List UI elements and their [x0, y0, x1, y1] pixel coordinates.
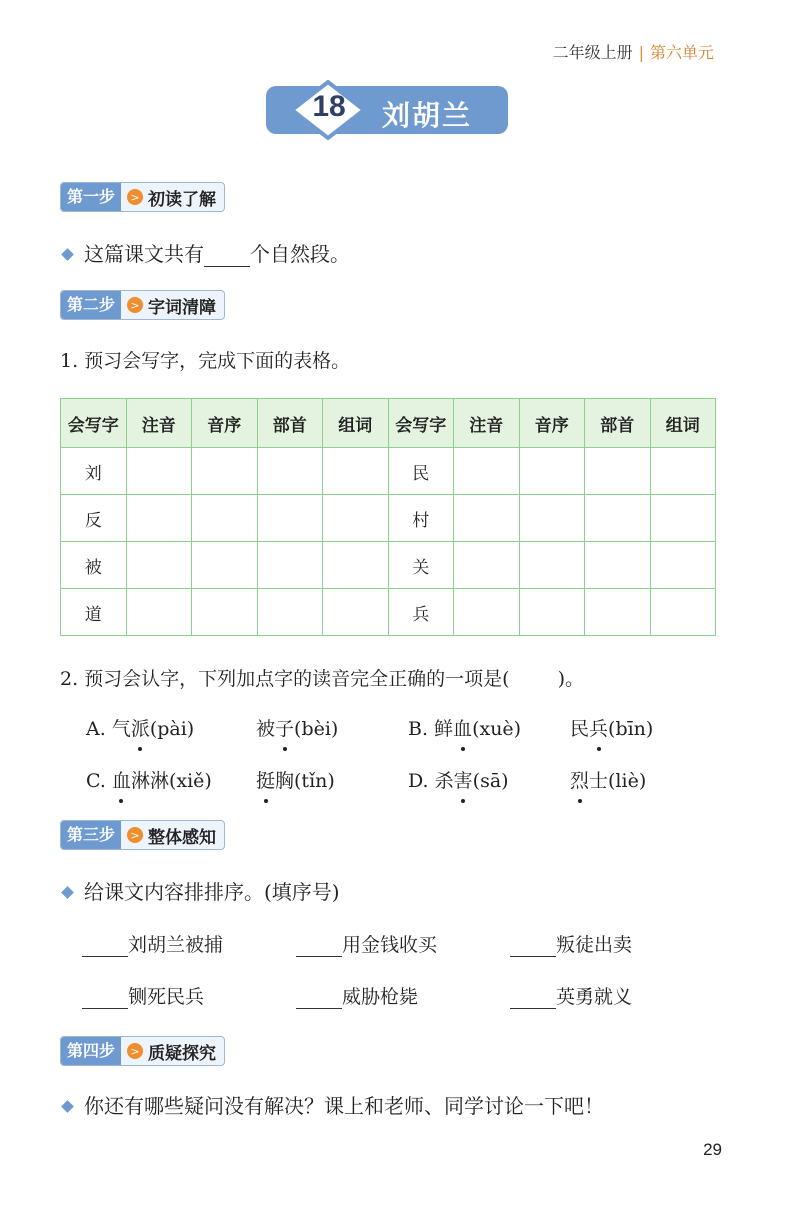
header-cell: 注音	[126, 399, 192, 448]
order-blank[interactable]	[296, 956, 342, 957]
option-c2: 挺胸(tǐn)	[256, 766, 335, 793]
sequence-item: 刘胡兰被捕	[82, 930, 223, 957]
answer-cell[interactable]	[519, 589, 585, 636]
table-row	[61, 589, 716, 636]
order-blank[interactable]	[82, 1008, 128, 1009]
answer-blank[interactable]	[204, 266, 250, 267]
header-cell: 部首	[585, 399, 651, 448]
answer-cell[interactable]	[126, 495, 192, 542]
step-2-tag	[60, 290, 225, 320]
answer-cell[interactable]	[519, 448, 585, 495]
answer-cell[interactable]	[257, 448, 323, 495]
header-cell: 注音	[454, 399, 520, 448]
step-label: 第四步	[61, 1037, 121, 1065]
page-number: 29	[703, 1140, 722, 1159]
header-cell: 部首	[257, 399, 323, 448]
answer-cell[interactable]	[519, 495, 585, 542]
table-header-row	[61, 399, 716, 448]
sequence-item: 英勇就义	[510, 982, 632, 1009]
step-label: 第二步	[61, 291, 121, 319]
character-table	[60, 398, 716, 636]
step-name: 字词清障	[148, 297, 217, 318]
step-name: 初读了解	[148, 189, 217, 210]
answer-cell[interactable]	[192, 495, 258, 542]
char-cell: 关	[388, 542, 454, 589]
header-cell: 音序	[192, 399, 258, 448]
answer-cell[interactable]	[192, 589, 258, 636]
unit-label: 第六单元	[649, 43, 714, 62]
char-cell: 被	[61, 542, 127, 589]
char-cell: 民	[388, 448, 454, 495]
arrow-icon: >	[127, 189, 143, 205]
header-cell: 组词	[323, 399, 389, 448]
order-blank[interactable]	[82, 956, 128, 957]
arrow-icon: >	[127, 827, 143, 843]
answer-cell[interactable]	[454, 448, 520, 495]
answer-cell[interactable]	[257, 589, 323, 636]
answer-cell[interactable]	[585, 448, 651, 495]
answer-cell[interactable]	[126, 589, 192, 636]
sequence-item: 叛徒出卖	[510, 930, 632, 957]
sequence-item: 铡死民兵	[82, 982, 204, 1009]
answer-cell[interactable]	[585, 495, 651, 542]
char-cell: 村	[388, 495, 454, 542]
question-1: 1. 预习会写字，完成下面的表格。	[60, 350, 351, 372]
sequence-item: 用金钱收买	[296, 930, 437, 957]
sequence-item: 威胁枪毙	[296, 982, 418, 1009]
question-2: 2. 预习会认字，下列加点字的读音完全正确的一项是( )。	[60, 668, 585, 690]
step-label: 第一步	[61, 183, 121, 211]
answer-cell[interactable]	[454, 589, 520, 636]
answer-cell[interactable]	[519, 542, 585, 589]
arrow-icon: >	[127, 297, 143, 313]
answer-cell[interactable]	[454, 495, 520, 542]
grade-label: 二年级上册	[552, 43, 633, 62]
diamond-bullet-icon	[61, 886, 74, 899]
answer-cell[interactable]	[650, 495, 716, 542]
answer-cell[interactable]	[192, 448, 258, 495]
answer-cell[interactable]	[192, 542, 258, 589]
order-blank[interactable]	[510, 956, 556, 957]
answer-cell[interactable]	[323, 448, 389, 495]
option-a2: 被子(bèi)	[256, 714, 338, 741]
diamond-bullet-icon	[61, 248, 74, 261]
answer-cell[interactable]	[257, 495, 323, 542]
char-cell: 反	[61, 495, 127, 542]
option-a1: A. 气派(pài)	[86, 714, 194, 741]
answer-cell[interactable]	[323, 542, 389, 589]
order-blank[interactable]	[510, 1008, 556, 1009]
header-cell: 组词	[650, 399, 716, 448]
diamond-bullet-icon	[61, 1100, 74, 1113]
char-cell: 道	[61, 589, 127, 636]
step-name: 质疑探究	[148, 1043, 217, 1064]
paragraph-count-question: 这篇课文共有 个自然段。	[60, 238, 350, 267]
table-row	[61, 495, 716, 542]
answer-cell[interactable]	[126, 448, 192, 495]
answer-cell[interactable]	[585, 589, 651, 636]
option-d2: 烈士(liè)	[570, 766, 646, 793]
table-row	[61, 448, 716, 495]
answer-cell[interactable]	[650, 448, 716, 495]
lesson-title: 刘胡兰	[382, 99, 473, 132]
header-cell: 会写字	[388, 399, 454, 448]
header-separator: |	[638, 43, 644, 62]
char-cell: 刘	[61, 448, 127, 495]
option-c1: C. 血淋淋(xiě)	[86, 766, 212, 793]
option-b1: B. 鲜血(xuè)	[408, 714, 521, 741]
arrow-icon: >	[127, 1043, 143, 1059]
answer-cell[interactable]	[650, 589, 716, 636]
lesson-number: 18	[312, 90, 346, 123]
answer-cell[interactable]	[323, 495, 389, 542]
answer-cell[interactable]	[126, 542, 192, 589]
option-b2: 民兵(bīn)	[570, 714, 653, 741]
char-cell: 兵	[388, 589, 454, 636]
step-3-tag	[60, 820, 225, 850]
step-name: 整体感知	[148, 827, 217, 848]
option-d1: D. 杀害(sā)	[408, 766, 509, 793]
answer-cell[interactable]	[650, 542, 716, 589]
table-row	[61, 542, 716, 589]
header-cell: 会写字	[61, 399, 127, 448]
answer-cell[interactable]	[454, 542, 520, 589]
step-4-tag	[60, 1036, 225, 1066]
order-blank[interactable]	[296, 1008, 342, 1009]
header-cell: 音序	[519, 399, 585, 448]
answer-cell[interactable]	[585, 542, 651, 589]
answer-cell[interactable]	[257, 542, 323, 589]
answer-cell[interactable]	[323, 589, 389, 636]
lesson-title-banner	[266, 80, 508, 140]
page-header	[553, 40, 714, 63]
sequence-instruction: 给课文内容排排序。(填序号)	[60, 876, 340, 905]
step-1-tag	[60, 182, 225, 212]
closing-prompt: 你还有哪些疑问没有解决？课上和老师、同学讨论一下吧！	[60, 1090, 604, 1119]
step-label: 第三步	[61, 821, 121, 849]
